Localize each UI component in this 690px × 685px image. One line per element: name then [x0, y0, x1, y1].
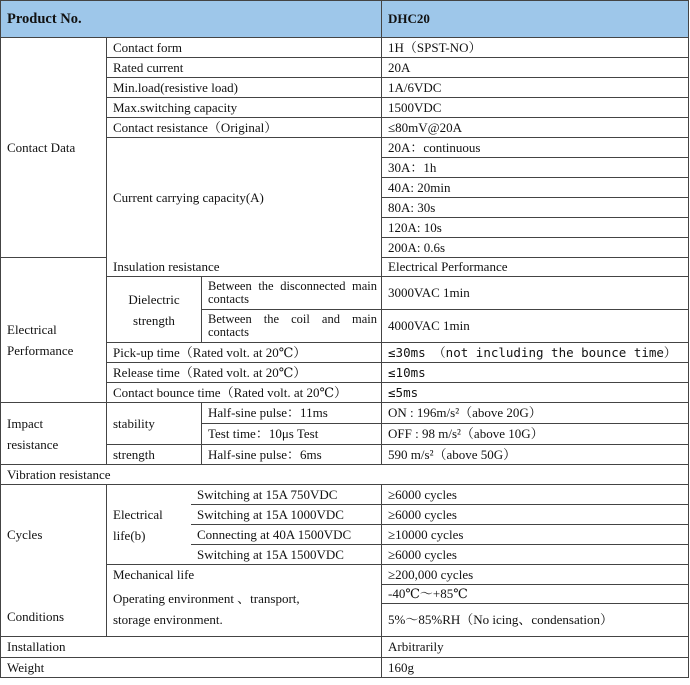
insulation-value: Electrical Performance: [382, 258, 689, 277]
current-capacity-value: 200A: 0.6s: [382, 238, 689, 258]
pickup-value: ≤30ms （not including the bounce time）: [382, 343, 689, 363]
contact-form-value: 1H（SPST-NO）: [382, 38, 689, 58]
impact-group-line2: resistance: [7, 436, 59, 452]
bounce-value: ≤5ms: [382, 383, 689, 403]
bounce-label: Contact bounce time（Rated volt. at 20℃）: [107, 383, 382, 403]
mechanical-life-value: ≥200,000 cycles: [382, 565, 689, 585]
cycles-value-3: ≥10000 cycles: [382, 525, 689, 545]
current-capacity-value: 120A: 10s: [382, 218, 689, 238]
dielectric-cond-2: Between the coil and main contacts: [202, 310, 382, 343]
electrical-life: [107, 485, 191, 565]
current-capacity-value: 80A: 30s: [382, 198, 689, 218]
conditions-temp: -40℃～+85℃: [382, 585, 689, 604]
min-load-value: 1A/6VDC: [382, 78, 689, 98]
impact-group-line1: Impact: [7, 415, 44, 431]
cycles-cond-1: Switching at 15A 750VDC: [191, 485, 382, 505]
release-label: Release time（Rated volt. at 20℃）: [107, 363, 382, 383]
electrical-life-line1: Electrical: [113, 506, 163, 522]
weight-value: 160g: [382, 658, 689, 678]
impact-value-3: 590 m/s²（above 50G）: [382, 445, 689, 465]
dielectric-cond-1: Between the disconnected main contacts: [202, 277, 382, 310]
max-switching-label: Max.switching capacity: [107, 98, 382, 118]
impact-stability: stability: [107, 403, 202, 445]
product-no-label: Product No.: [1, 1, 382, 38]
installation-label: Installation: [1, 637, 382, 658]
current-capacity-value: 20A：continuous: [382, 138, 689, 158]
impact-cond-2: Test time：10μs Test: [202, 424, 382, 445]
current-capacity-label: Current carrying capacity(A): [107, 138, 382, 258]
dielectric-label: [107, 277, 202, 343]
cycles-value-2: ≥6000 cycles: [382, 505, 689, 525]
cycles-cond-2: Switching at 15A 1000VDC: [191, 505, 382, 525]
contact-form-label: Contact form: [107, 38, 382, 58]
current-capacity-value: 40A: 20min: [382, 178, 689, 198]
impact-cond-1: Half-sine pulse：11ms: [202, 403, 382, 424]
insulation-label: Insulation resistance: [107, 258, 382, 277]
min-load-label: Min.load(resistive load): [107, 78, 382, 98]
release-value: ≤10ms: [382, 363, 689, 383]
contact-resistance-label: Contact resistance（Original）: [107, 118, 382, 138]
conditions-label-line1: Operating environment 、transport,: [113, 591, 300, 606]
electrical-life-line2: life(b): [113, 527, 146, 543]
pickup-label: Pick-up time（Rated volt. at 20℃）: [107, 343, 382, 363]
dielectric-label-line2: strength: [133, 312, 175, 328]
installation-value: Arbitrarily: [382, 637, 689, 658]
cycles-group: Cycles: [1, 485, 107, 585]
dielectric-value-2: 4000VAC 1min: [382, 310, 689, 343]
vibration-label: Vibration resistance: [1, 465, 689, 485]
cycles-value-4: ≥6000 cycles: [382, 545, 689, 565]
electrical-group-line2: Performance: [7, 343, 74, 358]
rated-current-label: Rated current: [107, 58, 382, 78]
dielectric-value-1: 3000VAC 1min: [382, 277, 689, 310]
contact-resistance-value: ≤80mV@20A: [382, 118, 689, 138]
conditions-label-line2: storage environment.: [113, 612, 223, 627]
current-capacity-value: 30A：1h: [382, 158, 689, 178]
impact-cond-3: Half-sine pulse：6ms: [202, 445, 382, 465]
conditions-group: Conditions: [1, 585, 107, 637]
impact-value-2: OFF : 98 m/s²（above 10G）: [382, 424, 689, 445]
conditions-label: [107, 585, 382, 637]
electrical-group: [1, 258, 107, 403]
contact-data-group: Contact Data: [1, 38, 107, 258]
cycles-cond-3: Connecting at 40A 1500VDC: [191, 525, 382, 545]
dielectric-label-line1: Dielectric: [128, 291, 180, 307]
cycles-value-1: ≥6000 cycles: [382, 485, 689, 505]
conditions-humidity: 5%～85%RH（No icing、condensation）: [382, 604, 689, 637]
cycles-cond-4: Switching at 15A 1500VDC: [191, 545, 382, 565]
product-no-value: DHC20: [382, 1, 689, 38]
impact-strength: strength: [107, 445, 202, 465]
electrical-group-line1: Electrical: [7, 322, 57, 337]
weight-label: Weight: [1, 658, 382, 678]
impact-group: [1, 403, 107, 465]
rated-current-value: 20A: [382, 58, 689, 78]
impact-value-1: ON : 196m/s²（above 20G）: [382, 403, 689, 424]
mechanical-life-label: Mechanical life: [107, 565, 382, 585]
max-switching-value: 1500VDC: [382, 98, 689, 118]
